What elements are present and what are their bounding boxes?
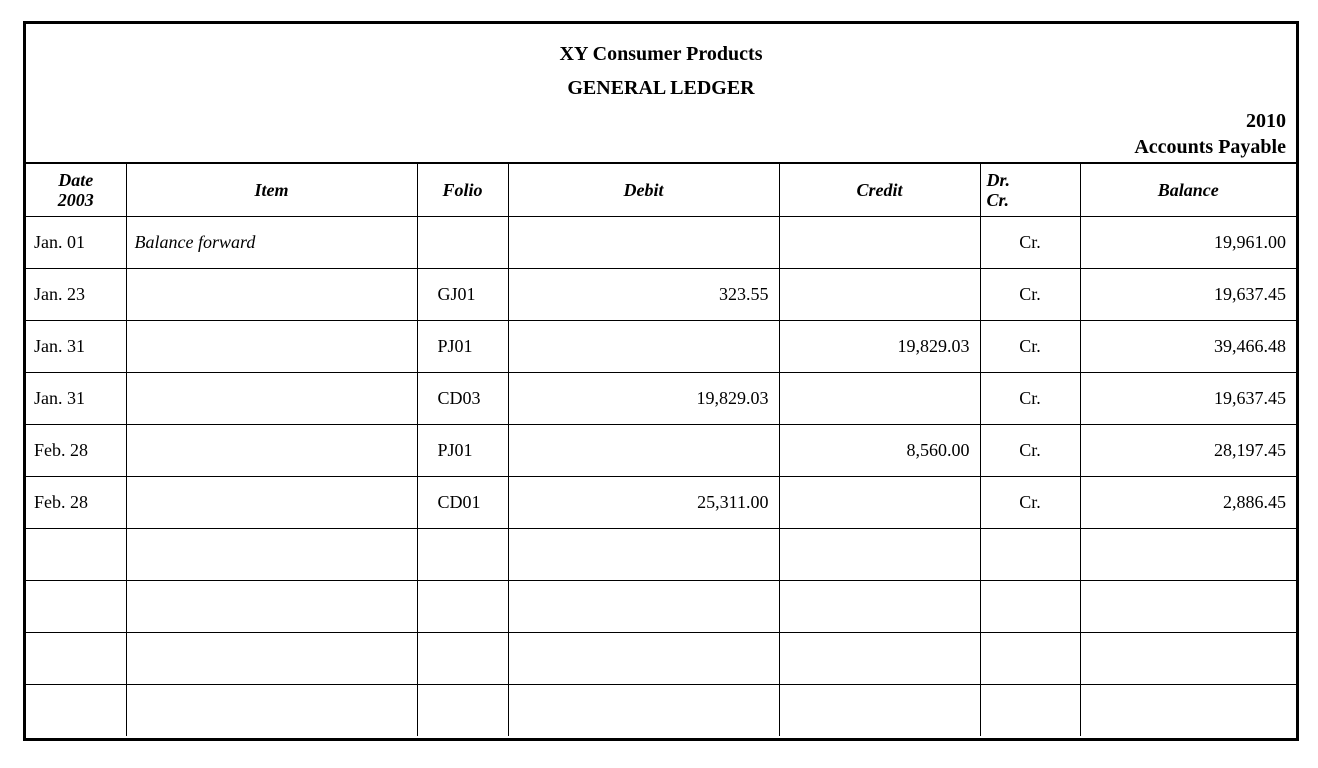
- ledger-title: GENERAL LEDGER: [567, 77, 755, 99]
- cell-balance: 39,466.48: [1080, 320, 1296, 372]
- cell-item: Balance forward: [126, 216, 417, 268]
- column-header-date-label: Date: [58, 169, 94, 190]
- cell-folio: GJ01: [417, 268, 508, 320]
- account-number: 2010: [1246, 110, 1286, 132]
- cell-date: Jan. 31: [26, 372, 126, 424]
- table-row: [26, 476, 1296, 528]
- cell-debit: [508, 528, 779, 580]
- cell-dr-cr: [980, 632, 1080, 684]
- column-header-dr-cr: [980, 164, 1080, 216]
- table-row: [26, 372, 1296, 424]
- column-header-balance: Balance: [1080, 164, 1296, 216]
- cell-date: Feb. 28: [26, 476, 126, 528]
- cell-dr-cr: Cr.: [980, 424, 1080, 476]
- cell-credit: [779, 684, 980, 736]
- cell-date: Feb. 28: [26, 424, 126, 476]
- table-row: [26, 580, 1296, 632]
- cell-item: [126, 424, 417, 476]
- cell-balance: 19,637.45: [1080, 372, 1296, 424]
- cell-dr-cr: Cr.: [980, 372, 1080, 424]
- cell-dr-cr: [980, 580, 1080, 632]
- cell-item: [126, 268, 417, 320]
- cell-folio: CD01: [417, 476, 508, 528]
- column-header-item: Item: [126, 164, 417, 216]
- cell-balance: 19,961.00: [1080, 216, 1296, 268]
- cell-item: [126, 632, 417, 684]
- account-name: Accounts Payable: [1134, 136, 1286, 158]
- cell-balance: 28,197.45: [1080, 424, 1296, 476]
- cell-debit: 323.55: [508, 268, 779, 320]
- cell-credit: 8,560.00: [779, 424, 980, 476]
- table-row: [26, 268, 1296, 320]
- cell-date: [26, 684, 126, 736]
- cell-dr-cr: [980, 684, 1080, 736]
- cell-debit: [508, 216, 779, 268]
- column-header-dr: Dr.: [986, 169, 1011, 190]
- cell-balance: 2,886.45: [1080, 476, 1296, 528]
- ledger-table: [26, 164, 1296, 736]
- cell-credit: [779, 528, 980, 580]
- column-header-debit: Debit: [508, 164, 779, 216]
- table-row: [26, 528, 1296, 580]
- cell-balance: 19,637.45: [1080, 268, 1296, 320]
- cell-credit: [779, 268, 980, 320]
- cell-debit: 25,311.00: [508, 476, 779, 528]
- table-row: [26, 320, 1296, 372]
- ledger-heading: [26, 24, 1296, 164]
- table-row: [26, 216, 1296, 268]
- cell-debit: [508, 424, 779, 476]
- cell-balance: [1080, 632, 1296, 684]
- cell-balance: [1080, 528, 1296, 580]
- cell-debit: 19,829.03: [508, 372, 779, 424]
- cell-credit: [779, 476, 980, 528]
- cell-date: Jan. 31: [26, 320, 126, 372]
- cell-folio: PJ01: [417, 320, 508, 372]
- cell-balance: [1080, 580, 1296, 632]
- cell-item: [126, 320, 417, 372]
- cell-dr-cr: [980, 528, 1080, 580]
- column-header-date: [26, 164, 126, 216]
- table-row: [26, 684, 1296, 736]
- cell-folio: [417, 684, 508, 736]
- cell-credit: 19,829.03: [779, 320, 980, 372]
- cell-debit: [508, 580, 779, 632]
- cell-dr-cr: Cr.: [980, 216, 1080, 268]
- cell-item: [126, 528, 417, 580]
- table-row: [26, 424, 1296, 476]
- cell-folio: [417, 632, 508, 684]
- cell-credit: [779, 632, 980, 684]
- column-header-credit: Credit: [779, 164, 980, 216]
- column-header-folio: Folio: [417, 164, 508, 216]
- cell-folio: [417, 216, 508, 268]
- cell-date: [26, 632, 126, 684]
- cell-folio: [417, 580, 508, 632]
- cell-item: [126, 476, 417, 528]
- cell-item: [126, 372, 417, 424]
- cell-folio: PJ01: [417, 424, 508, 476]
- cell-item: [126, 684, 417, 736]
- general-ledger-sheet: [23, 21, 1299, 741]
- cell-dr-cr: Cr.: [980, 320, 1080, 372]
- column-header-row: [26, 164, 1296, 216]
- cell-credit: [779, 580, 980, 632]
- cell-dr-cr: Cr.: [980, 268, 1080, 320]
- cell-debit: [508, 632, 779, 684]
- table-row: [26, 632, 1296, 684]
- company-name: XY Consumer Products: [559, 43, 763, 65]
- cell-credit: [779, 372, 980, 424]
- cell-item: [126, 580, 417, 632]
- cell-date: [26, 580, 126, 632]
- cell-credit: [779, 216, 980, 268]
- cell-balance: [1080, 684, 1296, 736]
- column-header-date-year: 2003: [57, 189, 94, 210]
- cell-dr-cr: Cr.: [980, 476, 1080, 528]
- cell-date: [26, 528, 126, 580]
- cell-folio: [417, 528, 508, 580]
- cell-debit: [508, 320, 779, 372]
- column-header-cr: Cr.: [986, 189, 1010, 210]
- cell-date: Jan. 23: [26, 268, 126, 320]
- cell-date: Jan. 01: [26, 216, 126, 268]
- cell-debit: [508, 684, 779, 736]
- cell-folio: CD03: [417, 372, 508, 424]
